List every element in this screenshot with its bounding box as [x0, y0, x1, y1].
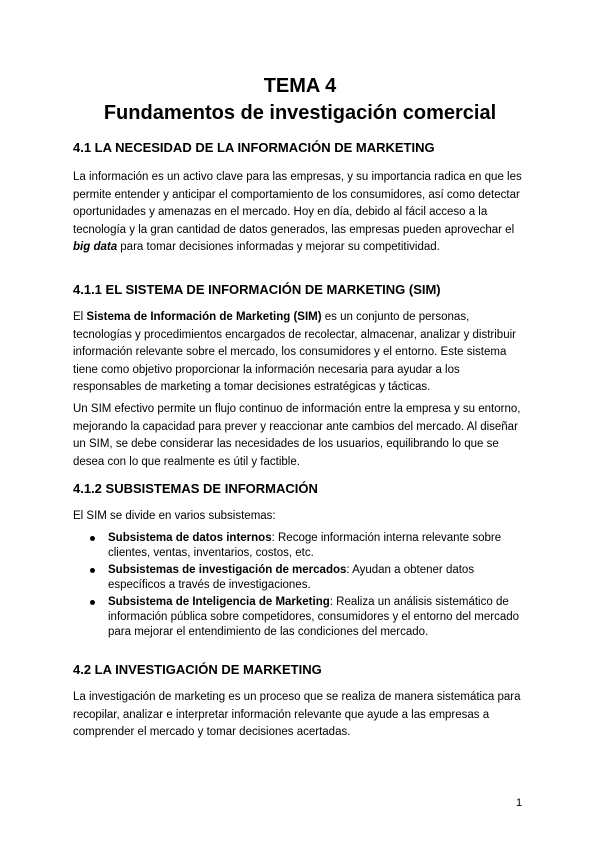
- page-number: 1: [516, 797, 523, 809]
- document-subtitle: Fundamentos de investigación comercial: [103, 102, 497, 124]
- paragraph-text: El: [73, 311, 87, 323]
- list-item-text: : Recoge información interna relevante sobre clientes, ventas, inventarios, costos, etc.: [108, 532, 502, 560]
- paragraph-4-2: La investigación de marketing es un proceso que se realiza de manera sistemática para recopilar, analizar e interpretar información relevante que ayude a las empresas a comprender el mercado y tomar decisiones acertadas.: [73, 691, 521, 738]
- paragraph-text: La información es un activo clave para las empresas, y su importancia radica en que les permite entender y anticipar el comportamiento de los consumidores, así como detectar oportunidades y amenazas en el mercado. Hoy en día, debido al fácil acceso a la tecnología y la gran cantidad de datos generados, las empresas pueden aprovechar el: [73, 171, 522, 236]
- list-item-text: : Realiza un análisis sistemático de información pública sobre competidores, consumidores y el entorno del mercado para mejorar el entendimiento de las condiciones del mercado.: [108, 595, 520, 639]
- paragraph-4-1-1-b: Un SIM efectivo permite un flujo continuo de información entre la empresa y su entorno, mejorando la capacidad para prever y reaccionar ante cambios del mercado. Al diseñar un SIM, se debe considerar las necesidades de los usuarios, equilibrando lo que se desea con lo que realmente es útil y factible.: [73, 403, 521, 468]
- paragraph-text: para tomar decisiones informadas y mejorar su competitividad.: [117, 241, 440, 253]
- paragraph-4-1: [73, 169, 529, 257]
- bullet-icon: [90, 536, 95, 541]
- list-item: [73, 531, 529, 562]
- paragraph-text: es un conjunto de personas, tecnologías y procedimientos encargados de recolectar, almacenar, analizar y distribuir información relevante sobre el mercado, los consumidores y el entorno. Este sistema tiene como objetivo proporcionar la información necesaria para ayudar a los responsables de marketing a tomar decisiones estratégicas y tácticas.: [73, 311, 516, 393]
- list-item: [73, 563, 529, 594]
- list-item-title: Subsistema de datos internos: [108, 532, 272, 544]
- list-item: [73, 595, 529, 641]
- section-heading-4-1: 4.1 LA NECESIDAD DE LA INFORMACIÓN DE MARKETING: [73, 140, 435, 155]
- paragraph-4-1-2-intro: El SIM se divide en varios subsistemas:: [73, 510, 276, 522]
- list-item-text: : Ayudan a obtener datos específicos a través de investigaciones.: [108, 563, 475, 592]
- section-heading-4-2: 4.2 LA INVESTIGACIÓN DE MARKETING: [73, 662, 322, 677]
- bullet-icon: [90, 600, 95, 605]
- subsystems-list: [73, 531, 529, 642]
- list-item-title: Subsistema de Inteligencia de Marketing: [108, 595, 330, 608]
- bullet-icon: [90, 568, 95, 573]
- bold-italic-term: big data: [73, 241, 118, 253]
- section-heading-4-1-2: 4.1.2 SUBSISTEMAS DE INFORMACIÓN: [73, 481, 318, 496]
- document-title: TEMA 4: [263, 75, 337, 97]
- list-item-title: Subsistemas de investigación de mercados: [108, 563, 347, 576]
- bold-term: Sistema de Información de Marketing (SIM): [86, 311, 322, 323]
- paragraph-4-1-1-a: [73, 309, 529, 397]
- section-heading-4-1-1: 4.1.1 EL SISTEMA DE INFORMACIÓN DE MARKETING (SIM): [73, 282, 441, 297]
